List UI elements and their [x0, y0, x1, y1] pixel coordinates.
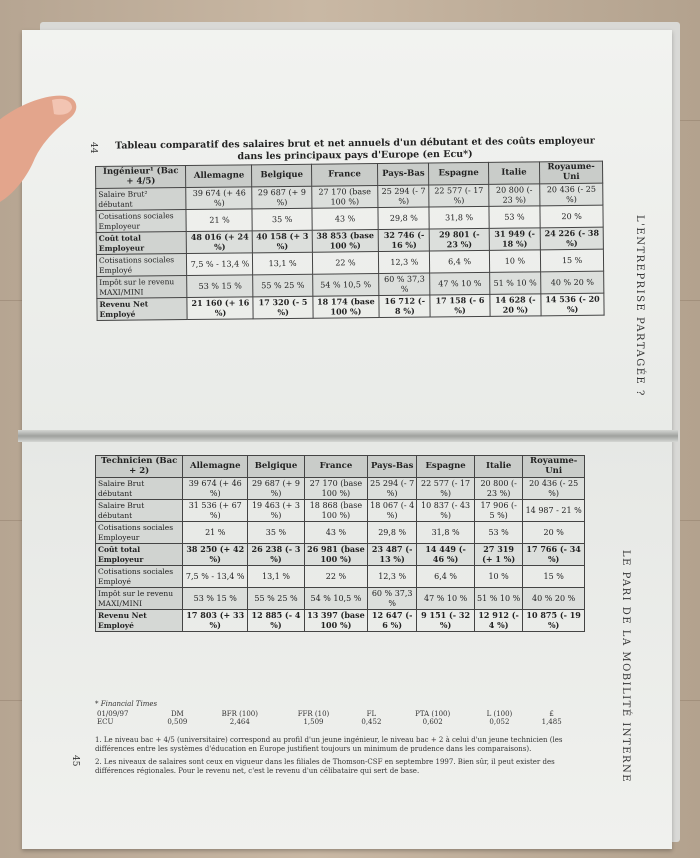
table-cell: 18 174 (base 100 %)	[313, 296, 380, 319]
header-country: Royaume-Uni	[540, 161, 603, 184]
table-cell: 20 436 (- 25 %)	[523, 478, 585, 500]
page-number-bottom: 45	[70, 755, 80, 767]
table-cell: 47 % 10 %	[417, 588, 475, 610]
footnotes	[95, 736, 590, 780]
header-country: France	[304, 456, 367, 478]
table-row	[96, 500, 585, 522]
footnote-2: 2. Les niveaux de salaires sont ceux en vigueur dans les filiales de Thomson-CSF en septembre 1997. Bien sûr, il peut exister des différences régionales. Pour le revenu net, c'est le revenu d'un célibataire qui sert de base.	[95, 758, 555, 775]
header-country: Belgique	[252, 164, 311, 187]
table-cell: 53 % 15 %	[183, 588, 248, 610]
header-country: Italie	[474, 456, 522, 478]
table-cell: 51 % 10 %	[474, 588, 522, 610]
table-cell: 26 981 (base 100 %)	[304, 544, 367, 566]
running-title-top: L'ENTREPRISE PARTAGÉE ?	[634, 215, 645, 397]
table-cell: 22 %	[304, 566, 367, 588]
table-cell: 13,1 %	[248, 566, 305, 588]
fx-cell: 1,509	[303, 718, 324, 726]
table-cell: 43 %	[312, 208, 379, 231]
table-cell: 40 % 20 %	[541, 271, 604, 294]
table-row	[96, 610, 585, 632]
table-cell: 12 885 (- 4 %)	[248, 610, 305, 632]
table-cell: 26 238 (- 3 %)	[248, 544, 305, 566]
fx-cell: FFR (10)	[297, 710, 330, 718]
fx-cell: L (100)	[486, 710, 513, 718]
table-cell: 47 % 10 %	[430, 272, 489, 295]
table-cell: 35 %	[252, 208, 311, 231]
table-cell: 21 160 (+ 16 %)	[187, 297, 253, 320]
table-cell: 31 536 (+ 67 %)	[183, 500, 248, 522]
header-country: Italie	[488, 162, 540, 185]
row-label: Cotisations sociales Employeur	[96, 522, 183, 544]
table-cell: 17 803 (+ 33 %)	[183, 610, 248, 632]
table-cell: 31 949 (- 18 %)	[489, 228, 541, 251]
fx-cell: 0,602	[422, 718, 443, 726]
table-cell: 39 674 (+ 46 %)	[183, 478, 248, 500]
table-cell: 15 %	[541, 249, 604, 272]
table-cell: 43 %	[304, 522, 367, 544]
fx-cell: £	[549, 710, 554, 718]
header-country: Belgique	[248, 456, 305, 478]
table-cell: 17 320 (- 5 %)	[253, 296, 312, 319]
table-cell: 21 %	[186, 209, 252, 232]
table-cell: 20 436 (- 25 %)	[540, 183, 603, 206]
table-row	[96, 522, 585, 544]
engineer-salary-table	[95, 161, 605, 321]
table-cell: 25 294 (- 7 %)	[378, 185, 430, 208]
fx-cell: DM	[170, 710, 184, 718]
table-cell: 20 %	[523, 522, 585, 544]
table-cell: 17 158 (- 6 %)	[430, 294, 489, 317]
table-cell: 60 % 37,3 %	[368, 588, 417, 610]
table-cell: 31,8 %	[417, 522, 475, 544]
table-cell: 10 837 (- 43 %)	[417, 500, 475, 522]
table-cell: 31,8 %	[429, 206, 488, 229]
table-row	[96, 478, 585, 500]
fx-cell: 0,452	[361, 718, 382, 726]
table-cell: 10 875 (- 19 %)	[523, 610, 585, 632]
table-cell: 22 %	[312, 252, 379, 275]
row-label: Cotisations sociales Employé	[96, 566, 183, 588]
header-country: Allemagne	[186, 165, 252, 188]
header-country: Pays-Bas	[368, 456, 417, 478]
table-cell: 29 687 (+ 9 %)	[248, 478, 305, 500]
header-country: France	[311, 164, 378, 187]
fx-cell: 0,052	[489, 718, 510, 726]
table-cell: 15 %	[523, 566, 585, 588]
page-number-top: 44	[88, 142, 98, 154]
table-row	[96, 544, 585, 566]
table-cell: 19 463 (+ 3 %)	[248, 500, 305, 522]
header-country: Espagne	[429, 162, 488, 185]
table-cell: 54 % 10,5 %	[312, 274, 379, 297]
fx-row	[95, 718, 575, 726]
table-cell: 40 % 20 %	[523, 588, 585, 610]
table-cell: 7,5 % - 13,4 %	[187, 253, 253, 276]
table-cell: 48 016 (+ 24 %)	[187, 231, 253, 254]
table-cell: 29,8 %	[378, 207, 430, 230]
header-country: Espagne	[417, 456, 475, 478]
header-country: Pays-Bas	[378, 163, 430, 186]
table-title: Tableau comparatif des salaires brut et net annuels d'un débutant et des coûts employeur dans les principaux pays d'Europe (en Ecu*)	[115, 135, 595, 163]
table-cell: 22 577 (- 17 %)	[429, 184, 488, 207]
table-row	[97, 293, 604, 320]
table-cell: 27 319 (+ 1 %)	[474, 544, 522, 566]
table-cell: 23 487 (- 13 %)	[368, 544, 417, 566]
table-row	[96, 566, 585, 588]
header-country: Royaume-Uni	[523, 456, 585, 478]
table-cell: 29 801 (- 23 %)	[430, 228, 489, 251]
table-cell: 60 % 37,3 %	[379, 273, 431, 296]
table-cell: 13,1 %	[253, 252, 312, 275]
table-cell: 53 %	[489, 206, 541, 229]
table-cell: 55 % 25 %	[253, 274, 312, 297]
table-cell: 9 151 (- 32 %)	[417, 610, 475, 632]
table-cell: 10 %	[474, 566, 522, 588]
fx-cell: FL	[366, 710, 377, 718]
table-cell: 38 853 (base 100 %)	[312, 230, 379, 253]
table-cell: 14 449 (- 46 %)	[417, 544, 475, 566]
table-cell: 29 687 (+ 9 %)	[252, 186, 311, 209]
table-cell: 53 % 15 %	[187, 275, 253, 298]
row-label: Coût total Employeur	[96, 232, 187, 255]
row-label: Salaire Brut débutant	[96, 500, 183, 522]
table-cell: 18 868 (base 100 %)	[304, 500, 367, 522]
fx-source: * Financial Times	[95, 700, 158, 708]
table-cell: 12 912 (- 4 %)	[474, 610, 522, 632]
fx-cell: BFR (100)	[221, 710, 258, 718]
fx-cell: 2,464	[229, 718, 250, 726]
table-cell: 14 536 (- 20 %)	[541, 293, 604, 316]
table-cell: 20 800 (- 23 %)	[488, 184, 540, 207]
table-cell: 55 % 25 %	[248, 588, 305, 610]
table-cell: 10 %	[489, 250, 541, 273]
exchange-rate-block	[95, 700, 595, 726]
table-cell: 6,4 %	[430, 250, 489, 273]
table-cell: 40 158 (+ 3 %)	[253, 230, 312, 253]
footnote-1: 1. Le niveau bac + 4/5 (universitaire) correspond au profil d'un jeune ingénieur, le niveau bac + 2 à celui d'un jeune technicien (les différences entre les systèmes d'éducation en Europe justifient toujours un minimum de prudence dans les comparaisons).	[95, 736, 563, 753]
fx-cell: ECU	[97, 718, 114, 726]
table-cell: 17 766 (- 34 %)	[523, 544, 585, 566]
table-cell: 54 % 10,5 %	[304, 588, 367, 610]
table-cell: 12 647 (- 6 %)	[368, 610, 417, 632]
table-cell: 53 %	[474, 522, 522, 544]
header-country: Allemagne	[183, 456, 248, 478]
table-row	[96, 588, 585, 610]
table-cell: 6,4 %	[417, 566, 475, 588]
table-cell: 27 170 (base 100 %)	[311, 186, 378, 209]
row-label: Revenu Net Employé	[96, 610, 183, 632]
table-cell: 27 170 (base 100 %)	[304, 478, 367, 500]
table-cell: 38 250 (+ 42 %)	[183, 544, 248, 566]
table-cell: 14 628 (- 20 %)	[490, 294, 542, 317]
table-cell: 17 906 (- 5 %)	[474, 500, 522, 522]
table-cell: 13 397 (base 100 %)	[304, 610, 367, 632]
book-spine	[18, 430, 678, 442]
row-label: Coût total Employeur	[96, 544, 183, 566]
table-cell: 7,5 % - 13,4 %	[183, 566, 248, 588]
table-cell: 32 746 (- 16 %)	[378, 229, 430, 252]
table-cell: 12,3 %	[368, 566, 417, 588]
fx-cell: 1,485	[541, 718, 562, 726]
row-label: Revenu Net Employé	[97, 298, 188, 321]
table-cell: 29,8 %	[368, 522, 417, 544]
row-label: Impôt sur le revenu MAXI/MINI	[96, 588, 183, 610]
table-cell: 20 %	[540, 205, 603, 228]
table-cell: 24 226 (- 38 %)	[540, 227, 603, 250]
row-label: Salaire Brut débutant	[96, 478, 183, 500]
technician-salary-table	[95, 455, 585, 632]
fx-row	[95, 710, 575, 718]
table-cell: 14 987 - 21 %	[523, 500, 585, 522]
header-profile: Ingénieur¹ (Bac + 4/5)	[96, 166, 187, 189]
table-cell: 16 712 (- 8 %)	[379, 295, 431, 318]
table-cell: 25 294 (- 7 %)	[368, 478, 417, 500]
row-label: Cotisations sociales Employé	[96, 254, 187, 277]
table-cell: 22 577 (- 17 %)	[417, 478, 475, 500]
exchange-rate-table	[95, 710, 575, 726]
hand-icon	[0, 88, 85, 208]
table-cell: 18 067 (- 4 %)	[368, 500, 417, 522]
table-cell: 39 674 (+ 46 %)	[186, 187, 252, 210]
table-cell: 51 % 10 %	[489, 272, 541, 295]
row-label: Impôt sur le revenu MAXI/MINI	[97, 276, 188, 299]
row-label: Cotisations sociales Employeur	[96, 210, 187, 233]
fx-cell: PTA (100)	[415, 710, 451, 718]
table-header-row	[96, 456, 585, 478]
running-title-bottom: LE PARI DE LA MOBILITÉ INTERNE	[620, 550, 631, 784]
row-label: Salaire Brut² débutant	[96, 188, 187, 211]
fx-cell: 01/09/97	[97, 710, 129, 718]
table-cell: 12,3 %	[379, 251, 431, 274]
header-profile: Technicien (Bac + 2)	[96, 456, 183, 478]
fx-cell: 0,509	[167, 718, 188, 726]
table-cell: 21 %	[183, 522, 248, 544]
table-cell: 20 800 (- 23 %)	[474, 478, 522, 500]
table-cell: 35 %	[248, 522, 305, 544]
